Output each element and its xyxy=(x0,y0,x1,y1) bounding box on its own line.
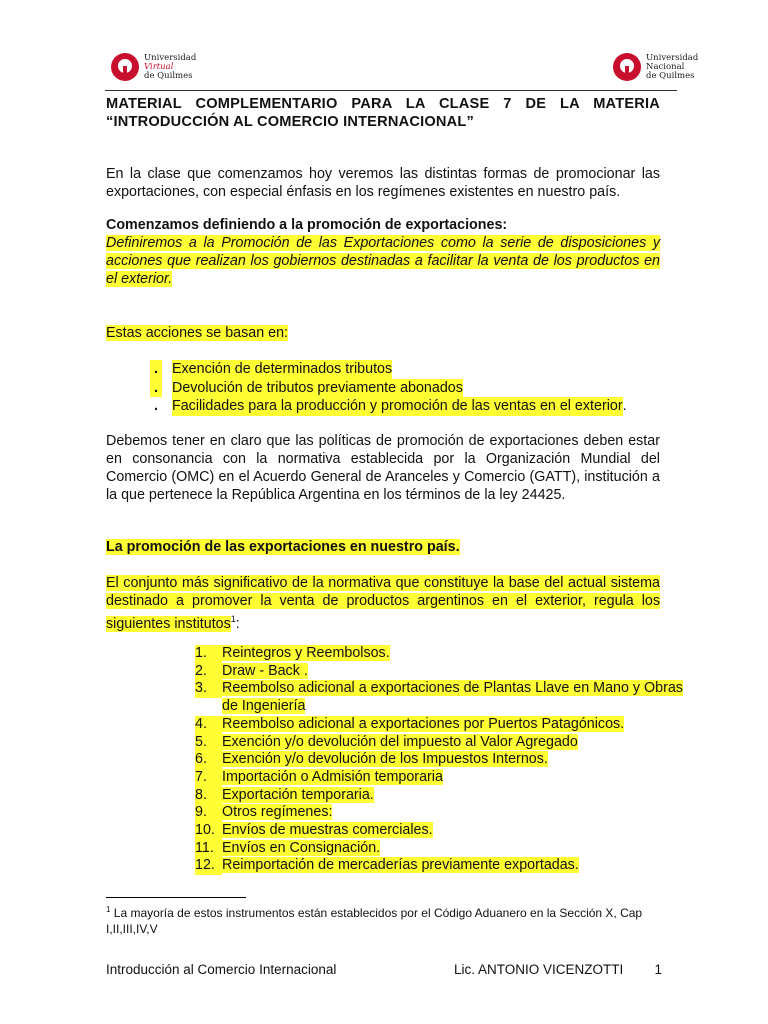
action-item-2: Devolución de tributos previamente abonados xyxy=(172,379,463,396)
definition-block xyxy=(106,216,660,288)
bullet-icon: . xyxy=(154,398,158,414)
footnote-number: 1 xyxy=(106,905,111,914)
logo-universidad-virtual-quilmes xyxy=(110,52,196,82)
actions-list xyxy=(150,360,627,416)
intro-paragraph: En la clase que comenzamos hoy veremos las distintas formas de promocionar las exportaciones, con especial énfasis en los regímenes existentes en nuestro país. xyxy=(106,166,660,200)
item-text: Reimportación de mercaderías previamente exportadas. xyxy=(222,857,579,874)
logo-left-line2: Virtual xyxy=(144,61,174,72)
logo-right-line2: Nacional xyxy=(646,61,685,72)
section-paragraph-text: El conjunto más significativo de la normativa que constituye la base del actual sistema destinado a promover la venta de productos argentinos en el exterior, regula los siguientes institutos xyxy=(106,575,660,632)
footer-course: Introducción al Comercio Internacional xyxy=(106,962,337,977)
item-number: 2. xyxy=(195,663,222,681)
document-title xyxy=(106,95,660,131)
list-item xyxy=(195,840,687,858)
list-item xyxy=(150,360,627,379)
list-item xyxy=(195,734,687,752)
logo-left-line3: de Quilmes xyxy=(144,70,193,81)
list-item xyxy=(195,857,687,875)
footnote-ref[interactable]: 1 xyxy=(230,614,236,624)
action-item-1: Exención de determinados tributos xyxy=(172,361,393,377)
list-item xyxy=(195,822,687,840)
list-item xyxy=(195,716,687,734)
omc-paragraph: Debemos tener en claro que las políticas de promoción de exportaciones deben estar en consonancia con la normativa establecida por la Organización Mundial del Comercio (OMC) en el Acuerdo General de Aranceles y Comercio (GATT), institución a la que pertenece la República Argentina en los términos de la ley 24425. xyxy=(106,433,660,503)
item-text: Envíos de muestras comerciales. xyxy=(222,822,433,839)
item-text: Exportación temporaria. xyxy=(222,786,374,803)
footnote-divider xyxy=(106,897,246,898)
bullet-icon: . xyxy=(150,360,162,379)
item-text: Otros regímenes: xyxy=(222,804,333,821)
definition-heading: Comenzamos definiendo a la promoción de exportaciones: xyxy=(106,217,508,233)
item-number: 12. xyxy=(195,857,222,875)
item-text: Exención y/o devolución de los Impuestos Internos. xyxy=(222,751,548,768)
item-text: Envíos en Consignación. xyxy=(222,839,381,856)
item-number: 11. xyxy=(195,840,222,858)
item-number: 1. xyxy=(195,645,222,663)
item-number: 6. xyxy=(195,751,222,769)
item-number: 8. xyxy=(195,787,222,805)
item-number: 3. xyxy=(195,680,222,698)
item-text: Reembolso adicional a exportaciones por Puertos Patagónicos. xyxy=(222,715,625,732)
unq-emblem-icon xyxy=(612,52,642,82)
institutes-list xyxy=(195,645,687,875)
actions-intro-text: Estas acciones se basan en: xyxy=(106,325,288,341)
list-item xyxy=(195,645,687,663)
title-line-1: MATERIAL COMPLEMENTARIO PARA LA CLASE 7 DE LA MATERIA xyxy=(106,96,660,112)
section-paragraph-end: : xyxy=(235,615,240,632)
action-item-3-period: . xyxy=(622,398,627,414)
logo-left-line1: Universidad xyxy=(144,52,197,63)
bullet-icon: . xyxy=(150,379,162,398)
list-item xyxy=(150,379,627,398)
item-number: 5. xyxy=(195,734,222,752)
logo-left-text xyxy=(144,54,196,81)
action-item-3: Facilidades para la producción y promoción de las ventas en el exterior xyxy=(172,398,623,414)
logo-universidad-nacional-quilmes xyxy=(612,52,698,82)
logo-right-line1: Universidad xyxy=(646,52,699,63)
footer-author: Lic. ANTONIO VICENZOTTI xyxy=(454,962,624,977)
item-number: 4. xyxy=(195,716,222,734)
section-heading-text: La promoción de las exportaciones en nuestro país. xyxy=(106,539,460,555)
section-heading xyxy=(106,538,660,556)
page-footer xyxy=(106,962,662,977)
item-text: Importación o Admisión temporaria xyxy=(222,768,443,785)
logo-right-text xyxy=(646,54,698,81)
title-line-2: “INTRODUCCIÓN AL COMERCIO INTERNACIONAL” xyxy=(106,114,474,130)
list-item xyxy=(195,680,687,715)
footnote-text: La mayoría de estos instrumentos están establecidos por el Código Aduanero en la Sección X, Cap I,II,III,IV,V xyxy=(106,906,643,936)
list-item xyxy=(195,751,687,769)
section-paragraph xyxy=(106,574,660,633)
item-text: Reintegros y Reembolsos. xyxy=(222,645,390,661)
page-number: 1 xyxy=(654,962,662,977)
item-number: 7. xyxy=(195,769,222,787)
logo-right-line3: de Quilmes xyxy=(646,70,695,81)
header-divider xyxy=(105,90,677,91)
actions-intro xyxy=(106,324,660,342)
item-text: Draw - Back . xyxy=(222,662,308,679)
item-text: Reembolso adicional a exportaciones de Plantas Llave en Mano y Obras de Ingeniería xyxy=(222,680,683,715)
definition-text-highlight: Definiremos a la Promoción de las Exportaciones como la serie de disposiciones y acciones que realizan los gobiernos destinadas a facilitar la venta de los productos en el exterior. xyxy=(106,235,660,287)
list-item xyxy=(195,787,687,805)
definition-text xyxy=(106,234,660,288)
list-item xyxy=(195,804,687,822)
list-item xyxy=(195,663,687,681)
list-item xyxy=(195,769,687,787)
uvq-emblem-icon xyxy=(110,52,140,82)
item-text: Exención y/o devolución del impuesto al Valor Agregado xyxy=(222,733,578,750)
item-number: 9. xyxy=(195,804,222,822)
list-item xyxy=(150,397,627,416)
footnote xyxy=(106,902,666,937)
item-number: 10. xyxy=(195,822,222,840)
